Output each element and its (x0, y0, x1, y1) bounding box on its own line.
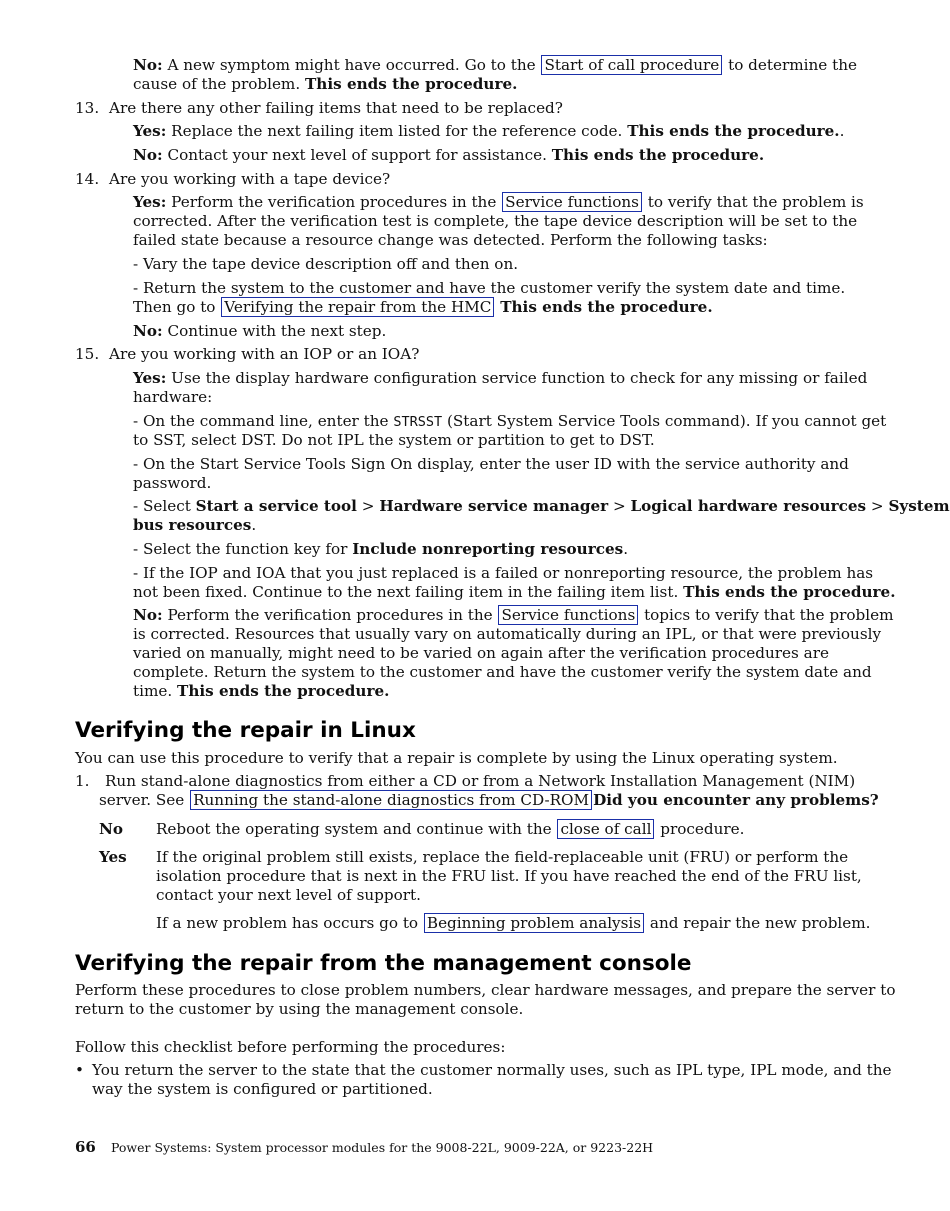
step14-yes-line1: Yes: Perform the verification procedures in the Service functions to verify that the problem is (133, 193, 864, 211)
step12-no-line1: No: A new symptom might have occurred. Go to the Start of call procedure to determine the (133, 56, 857, 74)
service-functions-link[interactable]: Service functions (498, 605, 638, 625)
console-bullet1-line1: You return the server to the state that the customer normally uses, such as IPL type, IPL mode, and the (92, 1061, 892, 1079)
step15-bullet2-line1: - On the Start Service Tools Sign On display, enter the user ID with the service authority and (133, 455, 849, 473)
start-of-call-link[interactable]: Start of call procedure (541, 55, 722, 75)
linux-no-text: Reboot the operating system and continue with the close of call procedure. (156, 820, 745, 838)
step-number: 14. (75, 170, 100, 188)
linux-yes-line4: If a new problem has occurs go to Beginning problem analysis and repair the new problem. (156, 914, 871, 932)
linux-yes-line1: If the original problem still exists, replace the field-replaceable unit (FRU) or perform the (156, 848, 849, 866)
no-label: No: (133, 56, 163, 74)
step14-no: No: Continue with the next step. (133, 322, 387, 340)
verifying-repair-hmc-link[interactable]: Verifying the repair from the HMC (221, 297, 494, 317)
step15-bullet1-line1: - On the command line, enter the STRSST (Start System Service Tools command). If you cannot get (133, 412, 887, 430)
console-p1-line1: Perform these procedures to close problem numbers, clear hardware messages, and prepare the server to (75, 981, 896, 999)
step15-yes-line2: hardware: (133, 388, 213, 406)
linux-yes-label: Yes (99, 848, 127, 866)
service-functions-link[interactable]: Service functions (502, 192, 642, 212)
step14-yes-line3: failed state because a resource change was detected. Perform the following tasks: (133, 231, 768, 249)
step-number: 1. (75, 772, 90, 790)
linux-yes-line2: isolation procedure that is next in the FRU list. If you have reached the end of the FRU list, (156, 867, 862, 885)
step14-task1: - Vary the tape device description off and then on. (133, 255, 519, 273)
step14-task2-line2: Then go to Verifying the repair from the HMC This ends the procedure. (133, 298, 713, 316)
section-heading-console: Verifying the repair from the management console (75, 951, 692, 976)
step-number: 13. (75, 99, 100, 117)
step15-no-line5: time. This ends the procedure. (133, 682, 390, 700)
step15-no-line2: is corrected. Resources that usually vary on automatically during an IPL, or that were previously (133, 625, 882, 643)
page-number: 66 (75, 1138, 96, 1156)
linux-step1-line2: server. See Running the stand-alone diagnostics from CD-ROM Did you encounter any problems? (99, 791, 879, 809)
step14-task2-line1: - Return the system to the customer and have the customer verify the system date and time. (133, 279, 846, 297)
linux-no-label: No (99, 820, 124, 838)
bullet-marker: • (75, 1061, 84, 1079)
section-heading-linux: Verifying the repair in Linux (75, 718, 416, 743)
step15-bullet4: - Select the function key for Include nonreporting resources. (133, 540, 629, 558)
console-p1-line2: return to the customer by using the management console. (75, 1000, 524, 1018)
step13-yes: Yes: Replace the next failing item listed for the reference code. This ends the procedure.. (133, 122, 845, 140)
step15-yes-line1: Yes: Use the display hardware configuration service function to check for any missing or failed (133, 369, 868, 387)
step15-bullet1-line2: to SST, select DST. Do not IPL the system or partition to get to DST. (133, 431, 655, 449)
footer-text: Power Systems: System processor modules for the 9008-22L, 9009-22A, or 9223-22H (111, 1140, 654, 1155)
step15-no-line3: varied on manually, might need to be varied on again after the verification procedures are (133, 644, 829, 662)
step15-bullet3-line2: bus resources. (133, 516, 257, 534)
beginning-problem-analysis-link[interactable]: Beginning problem analysis (424, 913, 644, 933)
linux-step1-line1: Run stand-alone diagnostics from either a CD or from a Network Installation Management (NIM) (105, 772, 856, 790)
step15-question: Are you working with an IOP or an IOA? (109, 345, 420, 363)
step13-question: Are there any other failing items that need to be replaced? (109, 99, 563, 117)
close-of-call-link[interactable]: close of call (557, 819, 654, 839)
command-code: STRSST (393, 414, 443, 430)
linux-intro: You can use this procedure to verify that a repair is complete by using the Linux operating system. (75, 749, 838, 767)
step15-bullet5-line1: - If the IOP and IOA that you just replaced is a failed or nonreporting resource, the problem has (133, 564, 874, 582)
linux-yes-line3: contact your next level of support. (156, 886, 421, 904)
step15-no-line1: No: Perform the verification procedures in the Service functions topics to verify that the problem (133, 606, 894, 624)
step14-question: Are you working with a tape device? (109, 170, 391, 188)
console-bullet1-line2: way the system is configured or partitioned. (92, 1080, 433, 1098)
standalone-diagnostics-link[interactable]: Running the stand-alone diagnostics from CD-ROM (190, 790, 592, 810)
console-p2: Follow this checklist before performing the procedures: (75, 1038, 506, 1056)
step14-yes-line2: corrected. After the verification test is complete, the tape device description will be set to the (133, 212, 858, 230)
step15-no-line4: complete. Return the system to the customer and have the customer verify the system date and (133, 663, 872, 681)
step15-bullet5-line2: not been fixed. Continue to the next failing item in the failing item list. This ends the procedure. (133, 583, 896, 601)
step13-no: No: Contact your next level of support for assistance. This ends the procedure. (133, 146, 765, 164)
step15-bullet2-line2: password. (133, 474, 212, 492)
step12-no-line2: cause of the problem. This ends the procedure. (133, 75, 518, 93)
step-number: 15. (75, 345, 100, 363)
step15-bullet3-line1: - Select Start a service tool > Hardware service manager > Logical hardware resources > System (133, 497, 950, 515)
